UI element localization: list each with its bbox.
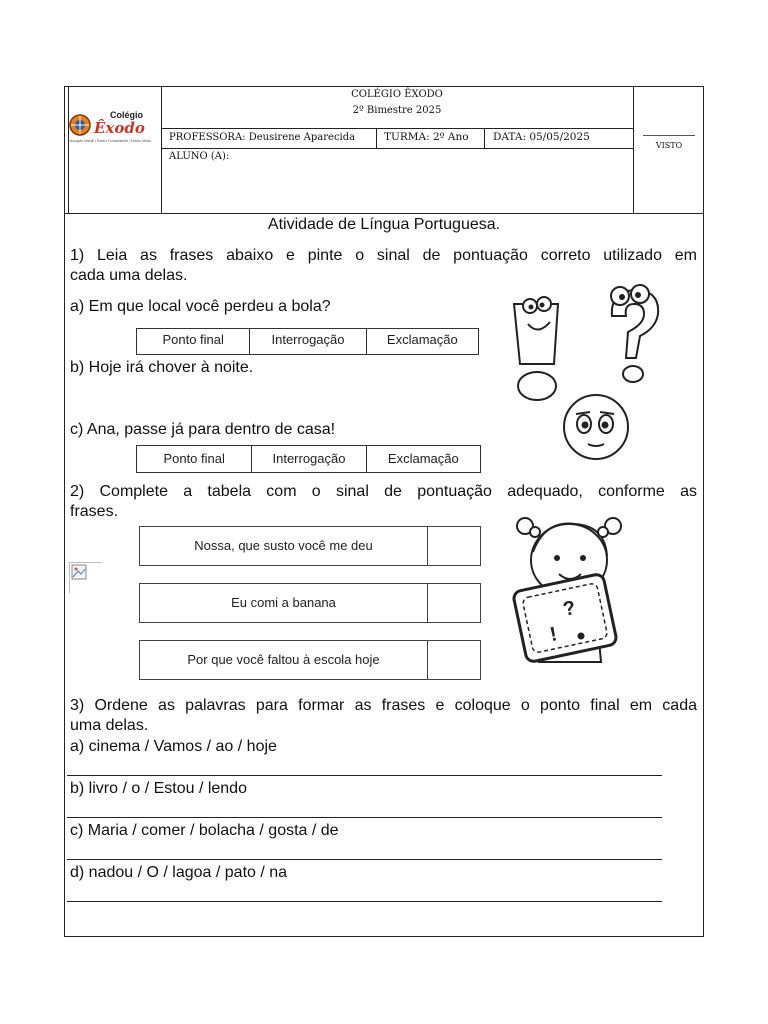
option-exclamacao[interactable]: Exclamação [386,332,458,347]
q3-item-b: b) livro / o / Estou / lendo [70,780,247,797]
option-ponto-final[interactable]: Ponto final [137,329,250,354]
q3-item-c: c) Maria / comer / bolacha / gosta / de [70,822,339,839]
q1-item-c: c) Ana, passe já para dentro de casa! [70,421,336,438]
q2-answer-box[interactable] [428,641,480,679]
svg-text:Colégio: Colégio [110,110,143,120]
q3-statement-line1: 3) Ordene as palavras para formar as frases e coloque o ponto final em cada [70,697,697,714]
option-ponto-final[interactable]: Ponto final [137,446,252,472]
teacher-field: PROFESSORA: Deusirene Aparecida [169,132,356,143]
q1-options-a [136,328,479,355]
option-interrogacao[interactable]: Interrogação [250,329,366,354]
q2-row [139,583,481,623]
grade-field: TURMA: 2º Ano [384,131,469,143]
q1-statement-line1: 1) Leia as frases abaixo e pinte o sinal de pontuação correto utilizado em [70,247,697,264]
header-border [64,213,704,214]
q3-item-a: a) cinema / Vamos / ao / hoje [70,738,277,755]
q2-statement-line2: frases. [70,503,119,520]
q1-statement-line2: cada uma delas. [70,267,188,284]
q2-sentence: Eu comi a banana [140,584,428,622]
school-logo-icon [68,106,161,146]
q2-row [139,526,481,566]
q2-sentence: Por que você faltou à escola hoje [140,641,428,679]
q2-statement-line1: 2) Complete a tabela com o sinal de pontuação adequado, conforme as [70,483,697,500]
date-field: DATA: 05/05/2025 [493,131,590,143]
school-name: COLÉGIO ÊXODO [351,89,443,100]
q1-item-a: a) Em que local você perdeu a bola? [70,298,331,315]
question-character [598,280,670,393]
q2-sentence: Nossa, que susto você me deu [140,527,428,565]
svg-text:!: ! [548,623,560,647]
broken-image-icon [71,564,87,580]
q3-statement-line2: uma delas. [70,717,149,734]
svg-text:Educação Infantil | Ensino Fun: Educação Infantil | Ensino Fundamental | Ensino Médio [68,139,152,143]
q1-item-b: b) Hoje irá chover à noite. [70,359,254,376]
visto-label: VISTO [655,141,683,150]
option-interrogacao[interactable]: Interrogação [252,446,366,472]
girl-with-sign-icon [505,512,635,682]
header-border [161,128,633,129]
q2-row [139,640,481,680]
question-character-icon [598,280,670,388]
student-field[interactable]: ALUNO (A): [169,151,230,162]
page-title: Atividade de Língua Portuguesa. [267,216,501,233]
q2-answer-box[interactable] [428,584,480,622]
header-border [633,86,634,214]
exclamation-character [508,290,566,407]
answer-line-c[interactable] [67,859,662,860]
header-border [376,128,377,148]
girl-with-sign [505,512,635,687]
option-exclamacao[interactable]: Exclamação [387,451,459,466]
school-logo [68,106,161,146]
answer-line-d[interactable] [67,901,662,902]
svg-text:Êxodo: Êxodo [94,119,145,137]
q3-item-d: d) nadou / O / lagoa / pato / na [70,864,288,881]
term: 2º Bimestre 2025 [352,105,442,116]
answer-line-b[interactable] [67,817,662,818]
q1-options-c [136,445,481,473]
header-border [161,148,633,149]
smiley-face [558,392,636,467]
header-border [484,128,485,148]
visto-line [643,135,695,136]
broken-image [69,562,102,593]
smiley-face-icon [558,392,636,462]
q2-answer-box[interactable] [428,527,480,565]
answer-line-a[interactable] [67,775,662,776]
exclamation-character-icon [508,290,566,402]
svg-text:?: ? [561,596,578,621]
